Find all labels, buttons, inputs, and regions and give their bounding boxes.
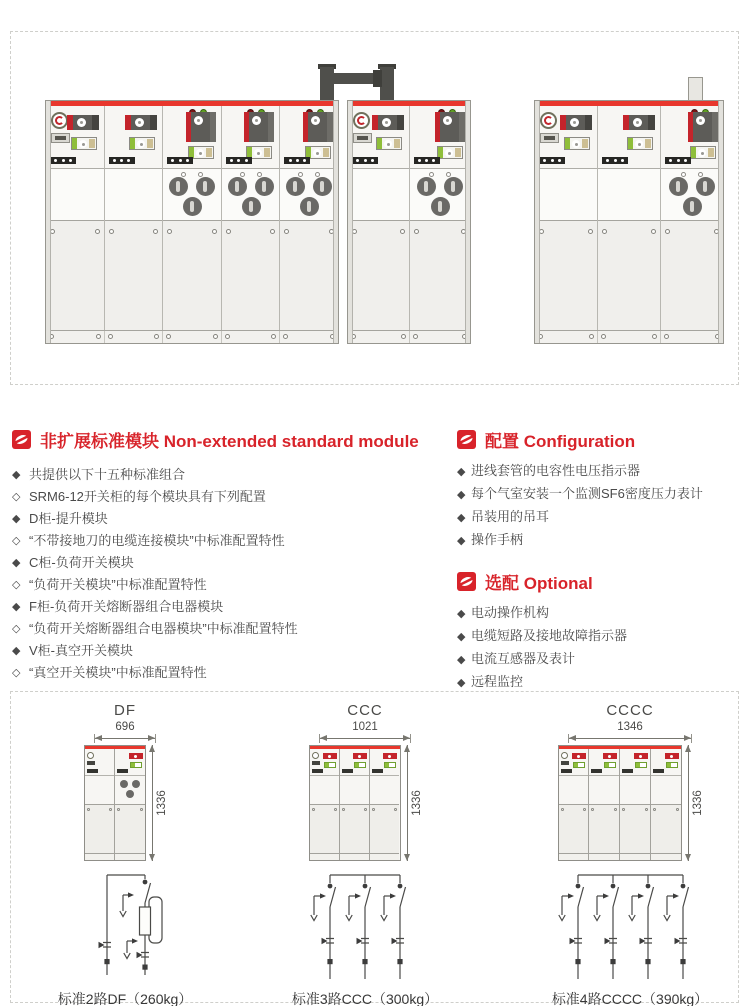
bullet-marker: ◆ [457,654,466,666]
list-item-text: SRM6-12开关柜的每个模块具有下列配置 [29,489,266,504]
cable-bushing [183,197,202,216]
cable-bushing [242,197,261,216]
width-dimension-value: 1346 [617,721,643,733]
list-item-text: 远程监控 [471,674,524,689]
bullet-marker: ◇ [12,667,21,679]
switch-operator [688,112,718,142]
height-dimension-value: 1336 [691,790,704,816]
mini-cabinet-ccc [309,745,401,861]
height-dimension-value: 1336 [155,790,168,816]
model-label: DF [114,702,136,719]
bullet-marker: ◆ [12,513,21,525]
switch-operator [560,115,592,130]
fuse-panel [222,106,281,330]
switch-panel [46,106,105,330]
panel-door [348,220,409,330]
list-item [12,552,448,574]
height-dimension-line [685,745,703,861]
bullet-marker: ◆ [457,608,466,620]
bullet-marker: ◆ [457,512,466,524]
switchgear-cabinet-middle [347,100,471,344]
cable-bushing [669,177,688,196]
brand-badge-icon [51,112,68,129]
bullet-marker: ◆ [12,557,21,569]
nameplate [540,133,559,143]
width-dimension-line [568,734,692,743]
section-title: 非扩展标准模块 Non-extended standard module [40,431,419,451]
busbar-bridge [318,64,396,102]
switchgear-cabinet-right [534,100,724,344]
indicator-strip [414,157,440,164]
section-configuration-optional [457,427,738,694]
bullet-marker: ◆ [457,489,466,501]
cable-bushing [286,177,305,196]
indicator-strip [109,157,135,164]
earth-switch-operator [690,146,716,159]
fuse-panel [280,106,338,330]
list-item [457,625,738,648]
list-item-text: 操作手柄 [471,532,524,547]
list-item-text: 电流互感器及表计 [471,651,576,666]
single-line-diagram-cccc [543,871,718,983]
bullet-marker: ◆ [12,469,21,481]
panel-door [105,220,163,330]
list-item-text: D柜-提升模块 [29,511,108,526]
list-item-text: 进线套管的电容性电压指示器 [471,463,641,478]
bullet-marker: ◆ [457,677,466,689]
list-item-text: V柜-真空开关模块 [29,643,134,658]
cable-bushing [683,197,702,216]
kick-plate [348,330,470,343]
fuse-panel [661,106,723,330]
list-item [12,618,448,640]
cable-bushing [169,177,188,196]
indicator-strip [226,157,252,164]
list-item-text: 电缆短路及接地故障指示器 [471,628,628,643]
list-item-text: “负荷开关熔断器组合电器模块”中标准配置特性 [29,621,298,636]
list-item-text: 电动操作机构 [471,605,550,620]
brand-logo-icon [457,430,476,449]
panel-door [163,220,221,330]
panel-door [280,220,338,330]
switch-panel [598,106,661,330]
cable-bushing [696,177,715,196]
fuse-panel [163,106,222,330]
switch-operator [186,112,216,142]
section-title: 配置 Configuration [485,431,636,451]
earth-switch-operator [71,137,97,150]
brand-logo-icon [12,430,31,449]
list-item-text: 吊装用的吊耳 [471,509,550,524]
single-line-diagram-df [65,871,185,983]
panel-door [410,220,471,330]
earth-switch-operator [437,146,463,159]
brand-badge-icon [540,112,557,129]
height-dimension-line [404,745,422,861]
section-title: 选配 Optional [485,573,593,593]
indicator-strip [50,157,76,164]
cable-bushing [255,177,274,196]
list-item-text: 共提供以下十五种标准组合 [29,467,186,482]
switch-operator [303,112,333,142]
bridge-collar [373,70,382,87]
nameplate [51,133,70,143]
indicator-strip [167,157,193,164]
panel-door [661,220,723,330]
list-item [12,508,448,530]
list-item [12,574,448,596]
model-label: CCCC [606,702,654,719]
list-item-text: “负荷开关模块”中标准配置特性 [29,577,207,592]
brand-badge-icon [353,112,370,129]
switch-panel [348,106,410,330]
list-item [457,506,738,529]
kick-plate [46,330,338,343]
configuration-item-list [457,460,738,552]
panel-door [46,220,104,330]
width-dimension-value: 1021 [352,721,378,733]
list-item-text: “不带接地刀的电缆连接模块”中标准配置特性 [29,533,285,548]
switch-operator [372,115,404,130]
switchgear-cabinet-left [45,100,339,344]
cabinet-vent-duct [688,77,703,101]
indicator-strip [539,157,565,164]
cable-bushing [444,177,463,196]
switch-operator [67,115,99,130]
height-dimension-line [149,745,167,861]
list-item [12,596,448,618]
drawing-caption: 标准2路DF（260kg） [57,991,193,1006]
earth-switch-operator [129,137,155,150]
drawing-caption: 标准4路CCCC（390kg） [551,991,709,1006]
list-item-text: 每个气室安装一个监测SF6密度压力表计 [471,486,703,501]
earth-switch-operator [627,137,653,150]
list-item [457,648,738,671]
bullet-marker: ◇ [12,579,21,591]
width-dimension-line [94,734,156,743]
list-item-text: F柜-负荷开关熔断器组合电器模块 [29,599,224,614]
list-item [457,483,738,506]
bullet-marker: ◇ [12,491,21,503]
earth-switch-operator [564,137,590,150]
width-dimension-line [319,734,411,743]
single-line-diagram-ccc [295,871,435,983]
drawing-group-df [35,702,215,1006]
cable-bushing [300,197,319,216]
cable-bushing [196,177,215,196]
bullet-marker: ◆ [457,631,466,643]
drawing-group-ccc [275,702,455,1006]
kick-plate [535,330,723,343]
bullet-marker: ◆ [457,535,466,547]
indicator-strip [352,157,378,164]
width-dimension-value: 696 [115,721,135,733]
list-item [12,640,448,662]
module-item-list [12,464,448,684]
optional-item-list [457,602,738,694]
switch-operator [623,115,655,130]
cable-bushing [431,197,450,216]
list-item [457,529,738,552]
list-item [12,530,448,552]
nameplate [353,133,372,143]
section-non-extended-module [12,427,448,684]
switch-panel [535,106,598,330]
bullet-marker: ◇ [12,535,21,547]
panel-door [598,220,660,330]
list-item [457,602,738,625]
indicator-strip [602,157,628,164]
bullet-marker: ◆ [12,645,21,657]
earth-switch-operator [376,137,402,150]
list-item [12,486,448,508]
bullet-marker: ◆ [12,601,21,613]
indicator-strip [284,157,310,164]
cable-bushing [313,177,332,196]
list-item [12,662,448,684]
fuse-panel [410,106,471,330]
panel-door [222,220,280,330]
model-label: CCC [347,702,383,719]
drawing-group-cccc [518,702,742,1006]
drawing-caption: 标准3路CCC（300kg） [291,991,439,1006]
switch-operator [244,112,274,142]
list-item-text: C柜-负荷开关模块 [29,555,134,570]
switch-operator [125,115,157,130]
switch-operator [435,112,465,142]
cable-bushing [417,177,436,196]
brand-logo-icon [457,572,476,591]
bullet-marker: ◇ [12,623,21,635]
cable-bushing [228,177,247,196]
indicator-strip [665,157,691,164]
height-dimension-value: 1336 [410,790,423,816]
list-item [457,460,738,483]
list-item [12,464,448,486]
panel-door [535,220,597,330]
bullet-marker: ◆ [457,466,466,478]
switch-panel [105,106,164,330]
mini-cabinet-df [84,745,146,861]
list-item-text: “真空开关模块”中标准配置特性 [29,665,207,680]
mini-cabinet-cccc [558,745,682,861]
